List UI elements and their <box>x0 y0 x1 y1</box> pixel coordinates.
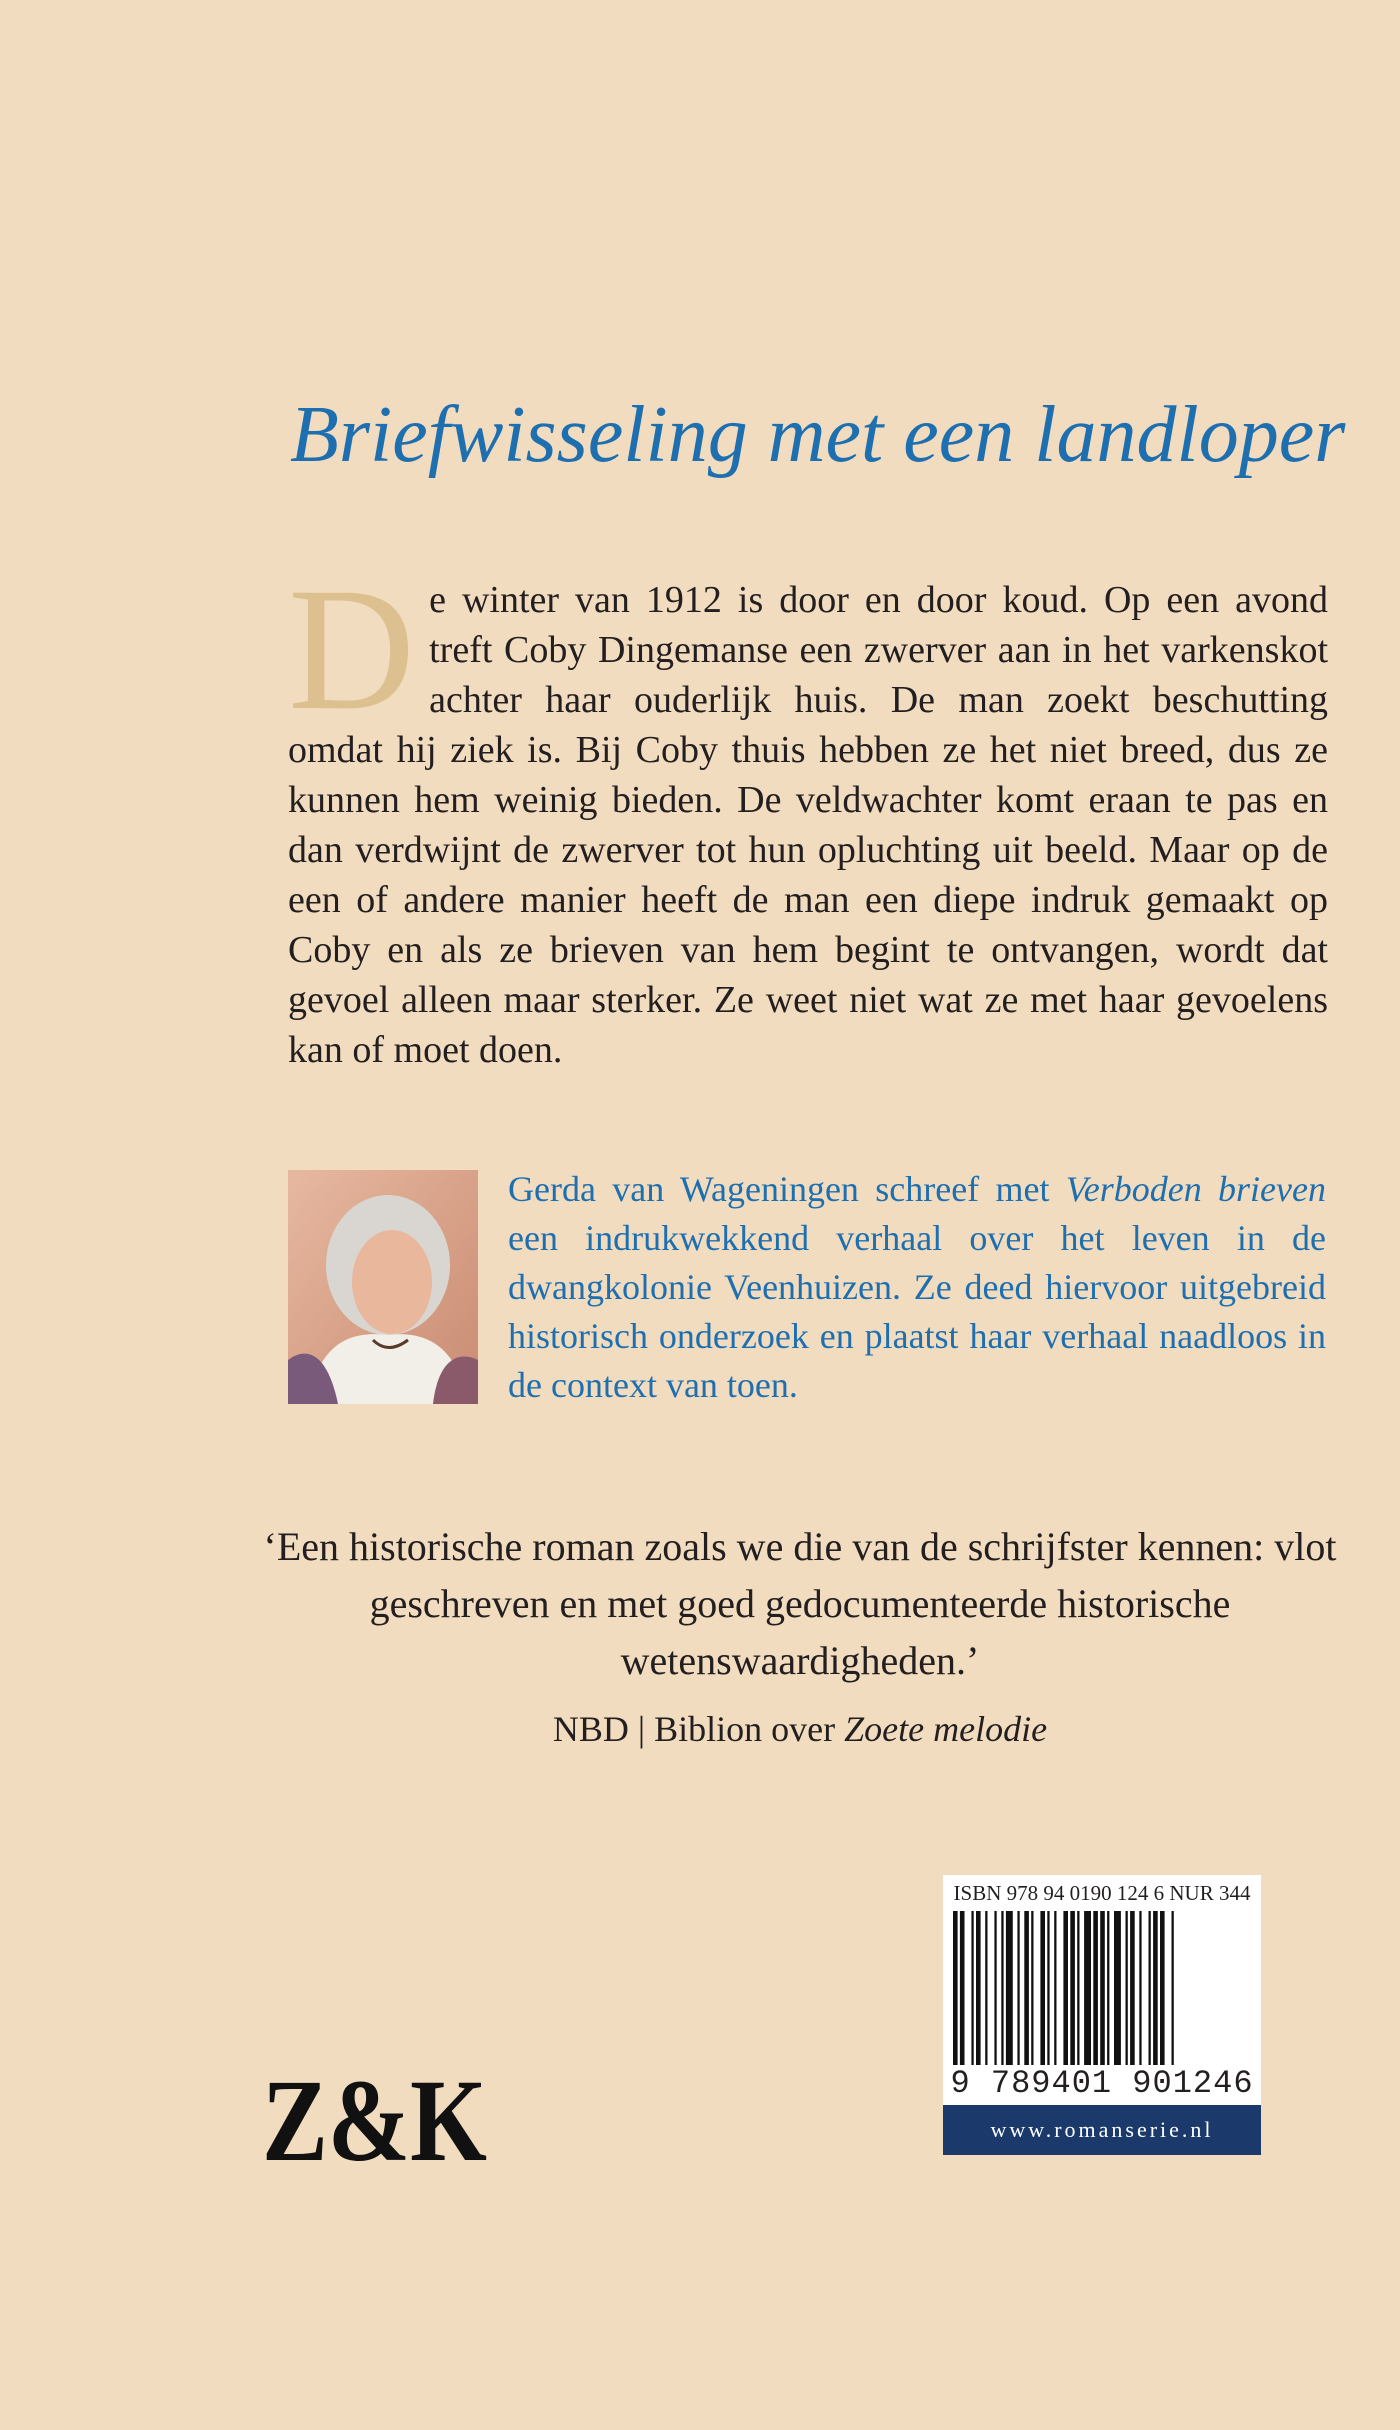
barcode-bar <box>1070 1911 1075 2065</box>
barcode-bar <box>1100 1911 1105 2065</box>
barcode-bar <box>1040 1911 1045 2065</box>
barcode-bar <box>1077 1911 1079 2065</box>
barcode-panel <box>943 1875 1261 2155</box>
drop-cap: D <box>288 552 416 747</box>
barcode-bar <box>971 1911 973 2065</box>
barcode-bar <box>1172 1911 1174 2065</box>
barcode-bar <box>985 1911 987 2065</box>
barcode-bar <box>1153 1911 1158 2065</box>
barcode-bar <box>1149 1911 1151 2065</box>
barcode-digits: 9 789401 901246 <box>950 2065 1254 2102</box>
barcode-bar <box>1160 1911 1165 2065</box>
barcode-bar <box>1001 1911 1003 2065</box>
publisher-logo-text: Z&K <box>262 2055 487 2186</box>
author-bio-text-1: Gerda van Wageningen schreef met <box>508 1169 1066 1209</box>
author-photo <box>288 1170 478 1404</box>
author-bio-text-2: een indrukwekkend verhaal over het leven in de dwangkolonie Veenhuizen. Ze deed hiervoor uitgebreid historisch onderzoek en plaatst haar verhaal naadloos in de context van toen. <box>508 1218 1326 1405</box>
isbn-text: ISBN 978 94 0190 124 6 NUR 344 <box>953 1881 1251 1905</box>
blurb-text: e winter van 1912 is door en door koud. Op een avond treft Coby Dingemanse een zwerver aan in het varkenskot achter haar ouderlijk huis. De man zoekt beschutting omdat hij ziek is. Bij Coby thuis hebben ze het niet breed, dus ze kunnen hem weinig bieden. De veldwachter komt eraan te pas en dan verdwijnt de zwerver tot hun opluchting uit beeld. Maar op de een of andere manier heeft de man een diepe indruk gemaakt op Coby en als ze brieven van hem begint te ontvangen, wordt dat gevoel alleen maar sterker. Ze weet niet wat ze met haar gevoelens kan of moet doen. <box>288 579 1328 1071</box>
barcode-bar <box>1139 1911 1141 2065</box>
review-source <box>250 1705 1350 1753</box>
author-previous-book: Verboden brieven <box>1065 1169 1326 1209</box>
review-source-text: NBD | Biblion over <box>552 1709 845 1749</box>
barcode-bar <box>1047 1911 1049 2065</box>
author-bio <box>508 1165 1326 1410</box>
barcode-bar <box>1093 1911 1098 2065</box>
publisher-logo <box>262 2055 492 2186</box>
barcode-bar <box>1114 1911 1121 2065</box>
review-source-title: Zoete melodie <box>844 1709 1048 1749</box>
barcode-bar <box>953 1911 958 2065</box>
barcode-bar <box>976 1911 981 2065</box>
barcode-bar <box>1107 1911 1109 2065</box>
barcode-bar <box>1130 1911 1135 2065</box>
website-url: www.romanserie.nl <box>943 2105 1261 2155</box>
review-quote: ‘Een historische roman zoals we die van de schrijfster kennen: vlot geschreven en met goed gedocumenteerde historische wetenswaardigheden.’ <box>263 1524 1337 1683</box>
barcode-bar <box>1006 1911 1013 2065</box>
barcode-bar <box>1084 1911 1091 2065</box>
barcode-bar <box>994 1911 996 2065</box>
barcode-bar <box>1126 1911 1128 2065</box>
book-title: Briefwisseling met een landloper <box>290 391 1346 479</box>
barcode-bar <box>1024 1911 1029 2065</box>
barcode-bar <box>1031 1911 1033 2065</box>
book-blurb <box>288 552 1328 1075</box>
barcode-bar <box>960 1911 965 2065</box>
barcode-bar <box>1063 1911 1068 2065</box>
barcode-bar <box>1017 1911 1019 2065</box>
barcode-bars <box>953 1911 1251 2065</box>
barcode-bar <box>1054 1911 1056 2065</box>
